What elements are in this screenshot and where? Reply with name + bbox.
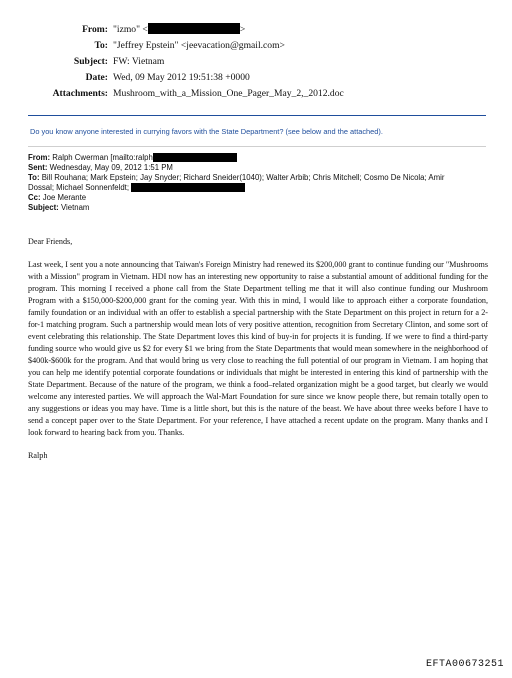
header-to-row: [0, 38, 512, 54]
header-from-suffix: >: [239, 24, 246, 35]
lead-text: Do you know anyone interested in currying favors with the State Department? (see below and the attached).: [30, 127, 383, 136]
header-to-value: "Jeffrey Epstein" <jeevacation@gmail.com>: [113, 40, 285, 51]
greeting: Dear Friends,: [28, 237, 73, 246]
forwarded-header: [28, 153, 488, 213]
header-date-label: Date:: [85, 72, 108, 83]
header-divider: [28, 115, 486, 116]
fwd-to-line: To: Bill Rouhana; Mark Epstein; Jay Snyder; Richard Sneider(1040); Walter Arbib; Chris Mitchell; Cosmo De Nicola; Amir: [28, 173, 445, 182]
header-attachments-label: Attachments:: [52, 88, 108, 99]
header-subject-row: [0, 54, 512, 70]
header-attachments-row: [0, 86, 512, 102]
header-from-label: From:: [82, 24, 108, 35]
redaction-box: [131, 183, 245, 192]
body-paragraph: Last week, I sent you a note announcing that Taiwan's Foreign Ministry had renewed its $200,000 grant to continue funding our "Mushrooms with a Mission" program in Vietnam. HDI now has an interesting new opportunity to raise a substantial amount of additional funding for the program. This morning I received a phone call from the State Department telling me that it will also continue funding our Mushroom Program with a $150,000-$200,000 grant for the coming year. With this in mind, I would like to approach either a corporate foundation, family foundation or an individual with an offer to establish a special partnership with the State Department on this project in return for a 2-for-1 matching program. Such a partnership would mean lots of very positive attention, recognition from Secretary Clinton, and some sort of event celebrating this relationship. The State Department loves this kind of buy-in for projects it is funding. If we were to find a third-party funding source who would give us $2 for every $1 we bring from the State Departments that would mean somewhere in the neighborhood of $400k-$600k for the program. And that would bring us very close to reaching the full potential of our program in Vietnam. I am hoping that you can help me identify potential corporate foundations or individuals that might be interested in entering this kind of partnership with the State Department. Because of the nature of the program, we think a food–related organization might be a good target, but clearly we would welcome any interested parties. We will approach the Wal-Mart Foundation for sure since we know people there, but remain totally open to any suggestions or ideas you may have. Time is a little short, but this is the nature of the beast. We have about three weeks before I have to send a concept paper over to the State Department. For your reference, I have attached a recent update on the program. Many thanks and I look forward to hearing back from you. Thanks.: [28, 260, 488, 437]
header-to-label: To:: [94, 40, 108, 51]
header-from-value: "izmo" <: [113, 24, 148, 35]
fwd-sent-line: Sent: Wednesday, May 09, 2012 1:51 PM: [28, 163, 173, 172]
fwd-cc-line: Cc: Joe Merante: [28, 193, 87, 202]
redaction-box: [148, 23, 240, 34]
forward-divider: [28, 146, 486, 147]
bates-number: EFTA00673251: [425, 659, 504, 670]
signature: Ralph: [28, 451, 48, 460]
header-from-row: [0, 22, 512, 38]
fwd-from-line: From: Ralph Cwerman [mailto:ralph: [28, 153, 488, 163]
header-subject-label: Subject:: [73, 56, 108, 67]
redaction-box: [153, 153, 237, 162]
header-subject-value: FW: Vietnam: [113, 56, 165, 67]
header-date-value: Wed, 09 May 2012 19:51:38 +0000: [113, 72, 250, 83]
header-date-row: [0, 70, 512, 86]
attachment-link[interactable]: Mushroom_with_a_Mission_One_Pager_May_2,_2012.doc: [113, 88, 344, 99]
fwd-subject-line: Subject: Vietnam: [28, 203, 90, 212]
message-body: [28, 236, 488, 462]
email-header: [0, 22, 512, 102]
fwd-to-line-cont: Dossal; Michael Sonnenfeldt;: [28, 183, 488, 193]
